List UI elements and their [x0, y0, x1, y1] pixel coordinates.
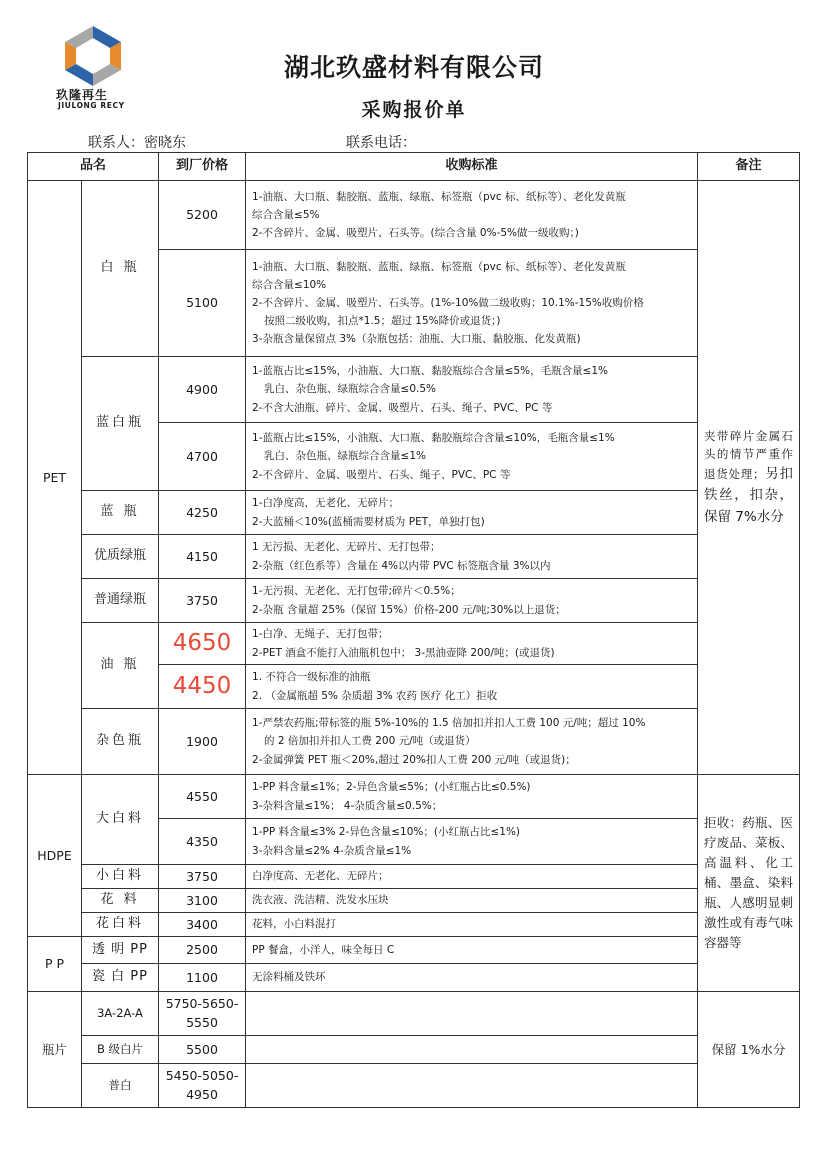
contact-person: 联系人：密晓东: [88, 135, 186, 151]
item-oil-bottle: 油 瓶: [82, 623, 159, 709]
price-cell: 4550: [159, 775, 246, 819]
price-cell: 4250: [159, 491, 246, 535]
table-row: [28, 964, 800, 992]
standard-cell: 1-白净、无绳子、无打包带； 2-PET 酒盒不能打入油瓶机包中； 3-黑油壶降 200/吨；(或退货): [246, 623, 698, 665]
price-cell: 4350: [159, 819, 246, 865]
table-row: [28, 913, 800, 937]
price-cell: 5200: [159, 181, 246, 250]
item-blue-white-bottle: 蓝白瓶: [82, 357, 159, 491]
standard-cell: 1-严禁农药瓶;带标签的瓶 5%-10%的 1.5 倍加扣并扣人工费 100 元/吨；超过 10% 的 2 倍加扣并扣人工费 200 元/吨（或退货） 2-金属弹簧 PET 瓶＜20%,超过 20%扣人工费 200 元/吨（或退货)；: [246, 709, 698, 775]
header-name: 品名: [28, 153, 159, 181]
price-cell: 3400: [159, 913, 246, 937]
header-remark: 备注: [698, 153, 800, 181]
price-cell: 4450: [159, 665, 246, 709]
item-premium-green: 优质绿瓶: [82, 535, 159, 579]
item-blue-bottle: 蓝 瓶: [82, 491, 159, 535]
price-cell: 5450-5050-4950: [159, 1064, 246, 1108]
pet-remark-small: 夹带碎片金属石头的情节严重作退货处理；: [704, 428, 794, 481]
price-cell: 2500: [159, 937, 246, 964]
standard-cell: 花料，小白料混打: [246, 913, 698, 937]
pet-remark: [698, 181, 800, 775]
item-big-white: 大白料: [82, 775, 159, 865]
table-row: [28, 865, 800, 889]
item-mixed-bottle: 杂色瓶: [82, 709, 159, 775]
category-flakes: 瓶片: [28, 992, 82, 1108]
price-cell: 3750: [159, 579, 246, 623]
price-cell: 4150: [159, 535, 246, 579]
item-flake-b: B 级白片: [82, 1036, 159, 1064]
document-title: 采购报价单: [361, 99, 467, 121]
price-cell: 5500: [159, 1036, 246, 1064]
standard-cell: 洗衣液、洗洁精、洗发水压块: [246, 889, 698, 913]
hdpe-remark: 拒收：药瓶、医疗废品、菜板、高温料、化工桶、墨盒、染料瓶、人感明显刺激性或有毒气味容器等: [698, 775, 800, 992]
standard-cell: [246, 992, 698, 1036]
category-pp: P P: [28, 937, 82, 992]
table-row: [28, 535, 800, 579]
logo-english-name: JIULONG RECY: [58, 101, 125, 110]
price-cell: 3100: [159, 889, 246, 913]
table-row: [28, 623, 800, 665]
standard-cell: 1-白净度高，无老化、无碎片； 2-大蓝桶＜10%(蓝桶需要材质为 PET，单独打包): [246, 491, 698, 535]
table-row: [28, 579, 800, 623]
table-row: [28, 992, 800, 1036]
table-header-row: [28, 153, 800, 181]
table-row: [28, 709, 800, 775]
standard-cell: 白净度高、无老化、无碎片；: [246, 865, 698, 889]
table-row: [28, 1064, 800, 1108]
category-hdpe: HDPE: [28, 775, 82, 937]
item-flower: 花 料: [82, 889, 159, 913]
pet-remark-big: 另扣铁丝，扣杂，保留 7%水分: [704, 465, 794, 525]
item-white-bottle: 白 瓶: [82, 181, 159, 357]
item-common-green: 普通绿瓶: [82, 579, 159, 623]
standard-cell: [246, 1064, 698, 1108]
standard-cell: 1. 不符合一级标准的油瓶 2. （金属瓶超 5% 杂质超 3% 农药 医疗 化工）拒收: [246, 665, 698, 709]
table-row: [28, 357, 800, 423]
header-price: 到厂价格: [159, 153, 246, 181]
price-cell: 4700: [159, 423, 246, 491]
price-cell: 5750-5650-5550: [159, 992, 246, 1036]
item-clear-pp: 透 明 PP: [82, 937, 159, 964]
standard-cell: [246, 1036, 698, 1064]
standard-cell: 1-蓝瓶占比≤15%，小油瓶、大口瓶、黏胶瓶综合含量≤5%，毛瓶含量≤1% 乳白、杂色瓶、绿瓶综合含量≤0.5% 2-不含大油瓶、碎片、金属、吸塑片、石头、绳子、PVC、PC 等: [246, 357, 698, 423]
price-cell: 1900: [159, 709, 246, 775]
price-cell: 1100: [159, 964, 246, 992]
standard-cell: 1-蓝瓶占比≤15%，小油瓶、大口瓶、黏胶瓶综合含量≤10%，毛瓶含量≤1% 乳白、杂色瓶、绿瓶综合含量≤1% 2-不含碎片、金属、吸塑片、石头、绳子、PVC、PC 等: [246, 423, 698, 491]
price-cell: 3750: [159, 865, 246, 889]
item-small-white: 小白料: [82, 865, 159, 889]
table-row: [28, 937, 800, 964]
header-standard: 收购标准: [246, 153, 698, 181]
category-pet: PET: [28, 181, 82, 775]
table-row: [28, 775, 800, 819]
standard-cell: 无涂料桶及铁环: [246, 964, 698, 992]
standard-cell: 1-PP 料含量≤1%；2-异色含量≤5%；(小红瓶占比≤0.5%) 3-杂料含量≤1%； 4-杂质含量≤0.5%；: [246, 775, 698, 819]
item-flake-3a: 3A-2A-A: [82, 992, 159, 1036]
table-row: [28, 889, 800, 913]
item-flower-white: 花白料: [82, 913, 159, 937]
table-row: [28, 1036, 800, 1064]
standard-cell: 1-无污损、无老化、无打包带;碎片＜0.5%； 2-杂瓶 含量超 25%（保留 15%）价格-200 元/吨;30%以上退货；: [246, 579, 698, 623]
price-cell: 5100: [159, 250, 246, 357]
contact-phone: 联系电话：: [346, 135, 416, 151]
price-cell: 4900: [159, 357, 246, 423]
standard-cell: 1-PP 料含量≤3% 2-异色含量≤10%；(小红瓶占比≤1%) 3-杂料含量≤2% 4-杂质含量≤1%: [246, 819, 698, 865]
standard-cell: PP 餐盒，小洋人，味全每日 C: [246, 937, 698, 964]
table-row: [28, 181, 800, 250]
item-porcelain-pp: 瓷 白 PP: [82, 964, 159, 992]
standard-cell: 1-油瓶、大口瓶、黏胶瓶、蓝瓶、绿瓶、标签瓶（pvc 标、纸标等）、老化发黄瓶 综合含量≤5% 2-不含碎片、金属、吸塑片、石头等。(综合含量 0%-5%做一级收购；): [246, 181, 698, 250]
item-flake-plain: 普白: [82, 1064, 159, 1108]
standard-cell: 1-油瓶、大口瓶、黏胶瓶、蓝瓶、绿瓶、标签瓶（pvc 标、纸标等）、老化发黄瓶 综合含量≤10% 2-不含碎片、金属、吸塑片、石头等。(1%-10%做二级收购；10.1%-15%收购价格 按照二级收购，扣点*1.5；超过 15%降价或退货；) 3-杂瓶含量保留点 3%（杂瓶包括：油瓶、大口瓶、黏胶瓶、化发黄瓶): [246, 250, 698, 357]
quote-table: [27, 152, 800, 1108]
price-cell: 4650: [159, 623, 246, 665]
table-row: [28, 491, 800, 535]
company-name: 湖北玖盛材料有限公司: [283, 53, 544, 82]
flakes-remark: 保留 1%水分: [698, 992, 800, 1108]
logo-chinese-name: 玖隆再生: [56, 88, 109, 102]
standard-cell: 1 无污损、无老化、无碎片、无打包带； 2-杂瓶（红色系等）含量在 4%以内带 PVC 标签瓶含量 3%以内: [246, 535, 698, 579]
